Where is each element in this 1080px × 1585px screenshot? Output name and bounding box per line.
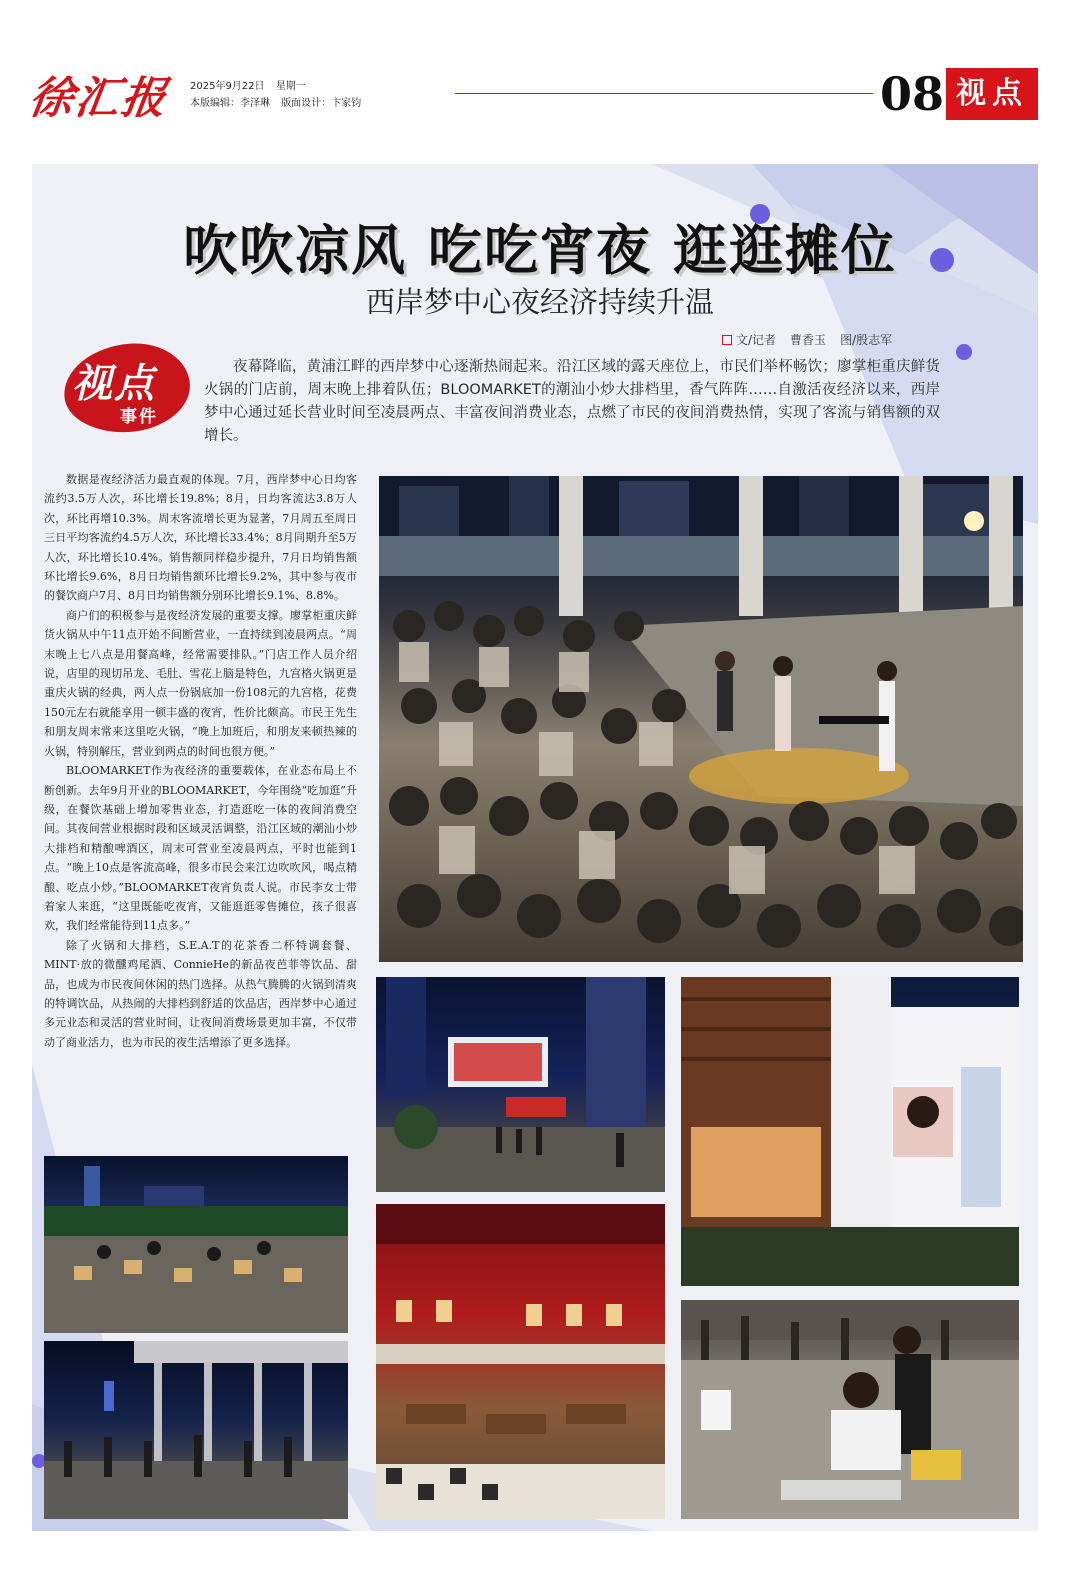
body-paragraph: BLOOMARKET作为夜经济的重要载体，在业态布局上不断创新。去年9月开业的BLOOMARKET，今年围绕“吃加逛”升级，在餐饮基础上增加零售业态，打造逛吃一体的夜间消费空间。其夜间营业根据时段和区域灵活调整，沿江区域的潮汕小炒大排档和精酿啤酒区，周末可营业至凌晨两点，平时也能到1点。“晚上10点是客流高峰，很多市民会来江边吹吹风，喝点精酿、吃点小炒。”BLOOMARKET夜宵负责人说。市民李女士带着家人来逛，“这里既能吃夜宵，又能逛逛零售摊位，孩子很喜欢，我们经常能待到11点多。” [44,764,357,933]
mall-scene-illustration [681,977,1019,1286]
seal-main-text: 视点 [72,360,156,407]
byline-marker [722,335,732,345]
issue-weekday: 星期一 [275,81,306,92]
photo-restaurant-interior [376,1204,665,1519]
byline [722,331,906,348]
page-number: 08 [880,67,945,121]
photo-mall-facade [681,977,1019,1286]
section-tag: 视点 [946,68,1038,120]
header-rule [455,93,873,94]
photo-riverside-terrace [44,1156,348,1333]
article-body [44,470,357,1052]
issue-date: 2025年9月22日 [190,81,265,92]
column-seal [64,344,190,432]
photo-credit: 图/殷志军 [840,333,893,347]
restaurant-scene-illustration [376,1204,665,1519]
plaza-scene-illustration [681,1300,1019,1519]
article-lead: 夜幕降临，黄浦江畔的西岸梦中心逐渐热闹起来。沿江区域的露天座位上，市民们举杯畅饮；廖掌柜重庆鲜货火锅的门店前，周末晚上排着队伍；BLOOMARKET的潮汕小炒大排档里，香气阵阵……自激活夜经济以来，西岸梦中心通过延长营业时间至凌晨两点、丰富夜间消费业态，点燃了市民的夜间消费热情，实现了客流与销售额的双增长。 [204,359,940,444]
decorative-dot [956,344,972,360]
photo-riverside-concert [379,476,1023,962]
article-subheadline: 西岸梦中心夜经济持续升温 [365,285,714,319]
body-paragraph: 商户们的积极参与是夜经济发展的重要支撑。廖掌柜重庆鲜货火锅从中午11点开始不间断营业，一直持续到凌晨两点。“周末晚上七八点是用餐高峰，经常需要排队。”门店工作人员介绍说，店里的现切吊龙、毛肚、雪花上脑是特色，九宫格火锅更是重庆火锅的经典，两人点一份锅底加一份108元的九宫格，花费150元左右就能享用一顿丰盛的夜宵，性价比颇高。市民王先生和朋友周末常来这里吃火锅，“晚上加班后，和朋友来顿热辣的火锅，特别解压，营业到两点的时间也很方便。” [44,608,357,758]
page-designer: 版面设计：卞家钧 [281,98,362,109]
issue-meta [190,78,369,112]
body-paragraph: 除了火锅和大排档，S.E.A.T的花茶香二杯特调套餐、MINT·放的微醺鸡尾酒、ConnieHe的新品夜芭菲等饮品、甜品，也成为市民夜间休闲的热门选择。从热气腾腾的火锅到清爽的特调饮品，从热闹的大排档到舒适的饮品店，西岸梦中心通过多元业态和灵活的营业时间，让夜间消费场景更加丰富，不仅带动了商业活力，也为市民的夜生活增添了更多选择。 [44,938,357,1049]
street-scene-illustration [376,977,665,1192]
photo-riverside-promenade [44,1341,348,1519]
body-paragraph: 数据是夜经济活力最直观的体现。7月，西岸梦中心日均客流约3.5万人次，环比增长19.8%；8月，日均客流达3.8万人次，环比再增10.3%。周末客流增长更为显著，7月周五至周日三日平均客流约4.5万人次，环比增长33.4%；8月同期升至5万人次，环比增长10.4%。销售额同样稳步提升，7月日均销售额环比增长9.6%，8月日均销售额环比增长9.2%，其中参与夜市的餐饮商户7月、8月日均销售额分别环比增长9.1%、8.8%。 [44,473,357,603]
byline-author: 曹香玉 [790,333,827,347]
concert-scene-illustration [379,476,1023,962]
seal-sub-text: 事件 [120,407,158,427]
newspaper-logo: 徐汇报 [25,73,171,124]
masthead [0,0,1080,140]
page-editor: 本版编辑：李泽琳 [190,98,270,109]
terrace-scene-illustration [44,1156,348,1333]
photo-outdoor-plaza [681,1300,1019,1519]
photo-night-street [376,977,665,1192]
byline-label: 文/记者 [736,333,777,347]
article-headline: 吹吹凉风 吃吃宵夜 逛逛摊位 [183,218,897,282]
promenade-scene-illustration [44,1341,348,1519]
